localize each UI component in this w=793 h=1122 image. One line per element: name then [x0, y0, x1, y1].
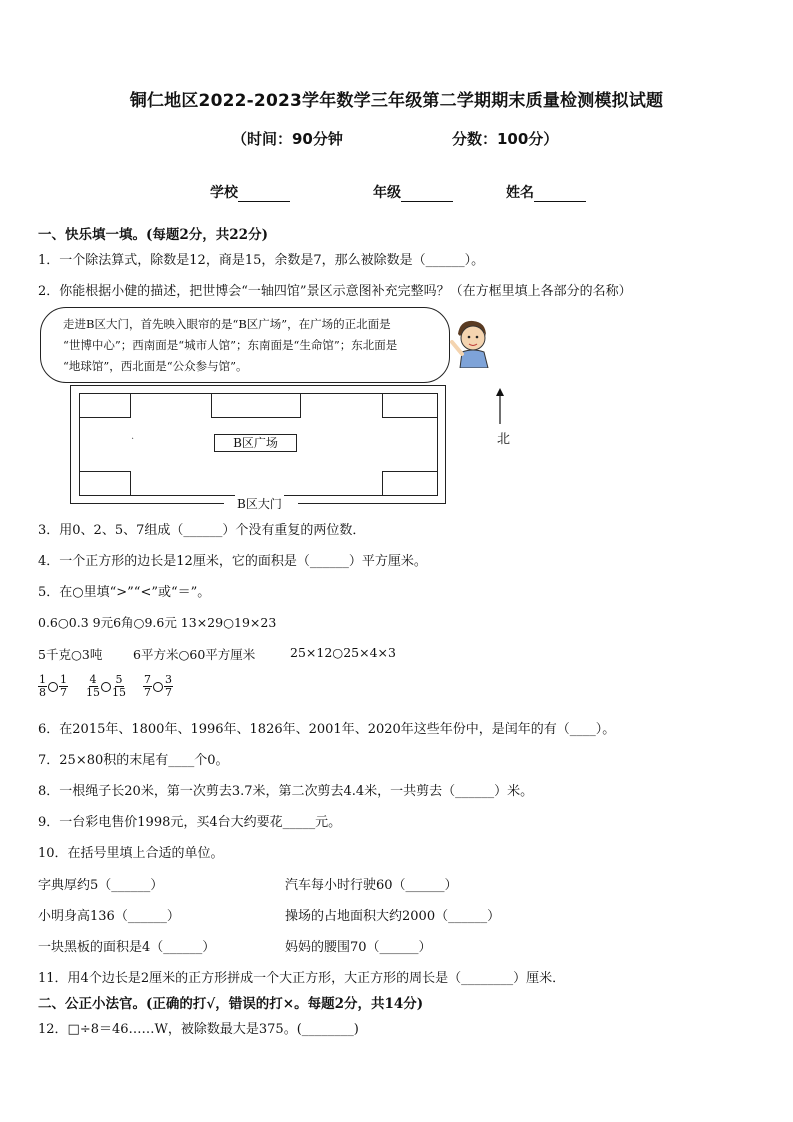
frac-denominator: 7	[144, 686, 151, 699]
exam-score: 分数：100分）	[452, 130, 559, 148]
bubble-line-3: “地球馆”，西北面是“公众参与馆”。	[63, 359, 248, 373]
compare-circle[interactable]	[48, 682, 58, 692]
map-box-southwest[interactable]	[79, 471, 131, 496]
bubble-line-2: “世博中心”；西南面是“城市人馆”；东南面是“生命馆”；东北面是	[63, 338, 398, 352]
school-blank[interactable]	[238, 187, 290, 202]
compare-circle[interactable]	[153, 682, 163, 692]
frac-denominator: 7	[60, 686, 67, 699]
school-label: 学校	[210, 185, 238, 201]
frac-denominator: 15	[112, 686, 126, 699]
question-5-frac-1	[38, 674, 68, 699]
question-8: 8．一根绳子长20米，第一次剪去3.7米，第二次剪去4.4米，一共剪去（______）米。	[38, 784, 534, 799]
page-title: 铜仁地区2022-2023学年数学三年级第二学期期末质量检测模拟试题	[129, 91, 664, 111]
compare-circle[interactable]	[101, 682, 111, 692]
name-label: 姓名	[506, 185, 534, 201]
section-2-heading: 二、公正小法官。(正确的打√，错误的打×。每题2分，共14分)	[38, 996, 424, 1012]
question-2: 2．你能根据小健的描述，把世博会“一轴四馆”景区示意图补充完整吗？（在方框里填上各部分的名称）	[38, 284, 632, 299]
question-3: 3．用0、2、5、7组成（______）个没有重复的两位数．	[38, 523, 366, 538]
question-10-item-e: 一块黑板的面积是4（______）	[38, 940, 216, 955]
question-1: 1．一个除法算式，除数是12，商是15，余数是7，那么被除数是（______）。	[38, 253, 485, 268]
map-box-north[interactable]	[211, 393, 301, 418]
question-5-row-2a: 5千克○3吨	[38, 647, 103, 662]
question-11: 11．用4个边长是2厘米的正方形拼成一个大正方形，大正方形的周长是（________）厘米．	[38, 971, 566, 986]
question-10-item-d: 操场的占地面积大约2000（______）	[285, 909, 501, 924]
frac-numerator: 7	[144, 673, 151, 686]
frac-denominator: 15	[86, 686, 100, 699]
question-7: 7．25×80积的末尾有____个0。	[38, 753, 229, 768]
question-10: 10．在括号里填上合适的单位。	[38, 846, 224, 861]
name-blank[interactable]	[534, 187, 586, 202]
grade-label: 年级	[373, 185, 401, 201]
north-label: 北	[497, 432, 511, 447]
question-10-item-f: 妈妈的腰围70（______）	[285, 940, 432, 955]
exam-time: （时间：90分钟	[232, 130, 343, 148]
question-6: 6．在2015年、1800年、1996年、1826年、2001年、2020年这些年份中，是闰年的有（____）。	[38, 722, 616, 737]
frac-numerator: 1	[60, 673, 67, 686]
question-9: 9．一台彩电售价1998元，买4台大约要花_____元。	[38, 815, 342, 830]
bubble-line-1: 走进B区大门，首先映入眼帘的是“B区广场”，在广场的正北面是	[63, 317, 391, 331]
frac-numerator: 1	[39, 673, 46, 686]
school-field[interactable]	[210, 182, 290, 202]
question-5-row-2b: 6平方米○60平方厘米	[133, 647, 256, 662]
section-1-heading: 一、快乐填一填。(每题2分，共22分)	[38, 227, 268, 243]
question-5-row-2c: 25×12○25×4×3	[290, 645, 396, 660]
boy-icon	[448, 316, 492, 368]
question-5-frac-2	[86, 674, 126, 699]
frac-numerator: 3	[165, 673, 172, 686]
question-10-item-a: 字典厚约5（______）	[38, 878, 164, 893]
question-10-item-b: 汽车每小时行驶60（______）	[285, 878, 458, 893]
map-plaza-label: B区广场	[214, 434, 297, 452]
name-field[interactable]	[506, 182, 586, 202]
question-5: 5．在○里填“>”“<”或“＝”。	[38, 585, 211, 600]
question-4: 4．一个正方形的边长是12厘米，它的面积是（______）平方厘米。	[38, 554, 427, 569]
north-arrow-icon	[494, 388, 506, 424]
question-5-row-1: 0.6○0.3 9元6角○9.6元 13×29○19×23	[38, 615, 277, 630]
question-10-item-c: 小明身高136（______）	[38, 909, 180, 924]
map-box-southeast[interactable]	[382, 471, 438, 496]
map-dot: ·	[131, 434, 135, 445]
map-box-northwest[interactable]	[79, 393, 131, 418]
grade-field[interactable]	[373, 182, 453, 202]
frac-denominator: 8	[39, 686, 46, 699]
grade-blank[interactable]	[401, 187, 453, 202]
question-5-frac-3	[143, 674, 173, 699]
frac-numerator: 5	[115, 673, 123, 686]
map-gate-label: B区大门	[237, 497, 282, 511]
map-box-northeast[interactable]	[382, 393, 438, 418]
frac-denominator: 7	[165, 686, 172, 699]
frac-numerator: 4	[89, 673, 97, 686]
question-12: 12．□÷8＝46……W，被除数最大是375。(________)	[38, 1022, 359, 1037]
